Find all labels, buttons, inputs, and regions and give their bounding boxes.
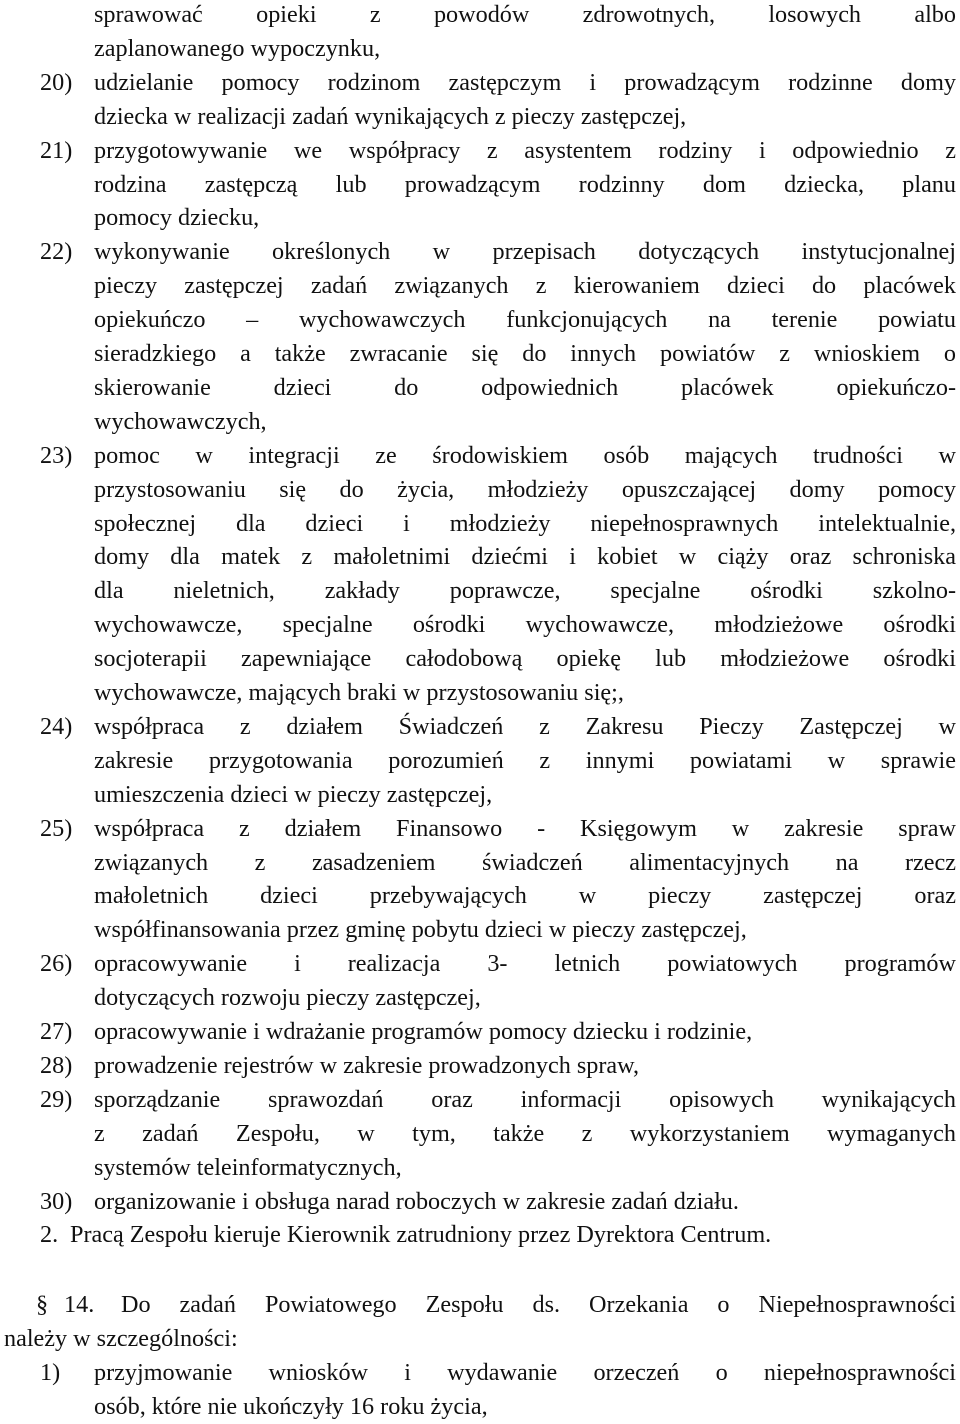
- item-number: 22): [40, 238, 73, 266]
- item-line: sporządzanie sprawozdań oraz informacji opisowych wynikających: [94, 1085, 956, 1113]
- item-line: współpraca z działem Świadczeń z Zakresu Pieczy Zastępczej w: [94, 712, 956, 740]
- item-line: pomocy dziecku,: [94, 204, 260, 232]
- item-number: 1): [40, 1358, 61, 1386]
- item-line: osób, które nie ukończyły 16 roku życia,: [94, 1392, 488, 1420]
- continuation-line: sprawować opieki z powodów zdrowotnych, losowych albo: [94, 1, 956, 28]
- item-line: socjoterapii zapewniające całodobową opiekę lub młodzieżowe ośrodki: [94, 645, 956, 673]
- item-line: prowadzenie rejestrów w zakresie prowadzonych spraw,: [94, 1051, 640, 1079]
- item-line: domy dla matek z małoletnimi dziećmi i kobiet w ciąży oraz schroniska: [94, 543, 956, 571]
- item-line: dotyczących rozwoju pieczy zastępczej,: [94, 984, 481, 1012]
- item-number: 23): [40, 441, 73, 469]
- item-line: organizowanie i obsługa narad roboczych w zakresie zadań działu.: [94, 1187, 739, 1215]
- item-line: współfinansowania przez gminę pobytu dzieci w pieczy zastępczej,: [94, 916, 747, 944]
- continuation-line: zaplanowanego wypoczynku,: [94, 34, 381, 62]
- item-line: przystosowaniu się do życia, młodzieży opuszczającej domy pomocy: [94, 475, 956, 503]
- item-line: społecznej dla dzieci i młodzieży niepełnosprawnych intelektualnie,: [94, 509, 956, 537]
- item-number: 29): [40, 1085, 73, 1113]
- item-line: przygotowywanie we współpracy z asystentem rodziny i odpowiednio z: [94, 136, 956, 164]
- item-line: współpraca z działem Finansowo - Księgowym w zakresie spraw: [94, 814, 956, 842]
- item-number: 26): [40, 950, 73, 978]
- point-number: 2.: [40, 1221, 59, 1249]
- item-line: małoletnich dzieci przebywających w pieczy zastępczej oraz: [94, 882, 956, 910]
- item-line: związanych z zasadzeniem świadczeń alimentacyjnych na rzecz: [94, 848, 956, 876]
- section-number: 14.: [64, 1290, 95, 1318]
- item-line: zakresie przygotowania porozumień z innymi powiatami w sprawie: [94, 746, 956, 774]
- item-line: wychowawcze, mających braki w przystosowaniu się;,: [94, 679, 624, 706]
- item-line: udzielanie pomocy rodzinom zastępczym i prowadzącym rodzinne domy: [94, 68, 956, 96]
- item-line: wychowawcze, specjalne ośrodki wychowawcze, młodzieżowe ośrodki: [94, 611, 956, 639]
- item-line: dla nieletnich, zakłady poprawcze, specjalne ośrodki szkolno-: [94, 577, 956, 605]
- item-number: 24): [40, 712, 73, 740]
- item-line: systemów teleinformatycznych,: [94, 1153, 402, 1181]
- item-line: z zadań Zespołu, w tym, także z wykorzystaniem wymaganych: [94, 1119, 956, 1147]
- item-line: opiekuńczo – wychowawczych funkcjonujących na terenie powiatu: [94, 306, 956, 334]
- section-sign: §: [36, 1290, 49, 1318]
- item-line: wychowawczych,: [94, 407, 267, 435]
- point-text: Pracą Zespołu kieruje Kierownik zatrudniony przez Dyrektora Centrum.: [70, 1221, 772, 1249]
- item-line: opracowywanie i wdrażanie programów pomocy dziecku i rodzinie,: [94, 1018, 753, 1045]
- item-number: 30): [40, 1187, 73, 1215]
- section-title-line: Do zadań Powiatowego Zespołu ds. Orzekania o Niepełnosprawności: [121, 1290, 956, 1318]
- item-line: umieszczenia dzieci w pieczy zastępczej,: [94, 780, 493, 808]
- item-line: sieradzkiego a także zwracanie się do innych powiatów z wnioskiem o: [94, 340, 956, 367]
- section-title-line: należy w szczególności:: [4, 1324, 238, 1352]
- item-number: 20): [40, 68, 73, 96]
- item-line: rodzina zastępczą lub prowadzącym rodzinny dom dziecka, planu: [94, 170, 956, 198]
- item-line: skierowanie dzieci do odpowiednich placówek opiekuńczo-: [94, 373, 956, 401]
- item-number: 21): [40, 136, 73, 164]
- item-line: wykonywanie określonych w przepisach dotyczących instytucjonalnej: [94, 238, 956, 266]
- item-line: przyjmowanie wniosków i wydawanie orzeczeń o niepełnosprawności: [94, 1358, 956, 1386]
- item-line: pieczy zastępczej zadań związanych z kierowaniem dzieci do placówek: [94, 272, 956, 300]
- item-line: opracowywanie i realizacja 3- letnich powiatowych programów: [94, 950, 956, 978]
- item-number: 27): [40, 1018, 73, 1045]
- item-line: pomoc w integracji ze środowiskiem osób mających trudności w: [94, 441, 956, 469]
- item-number: 25): [40, 814, 73, 842]
- item-line: dziecka w realizacji zadań wynikających z pieczy zastępczej,: [94, 102, 687, 130]
- item-number: 28): [40, 1051, 73, 1079]
